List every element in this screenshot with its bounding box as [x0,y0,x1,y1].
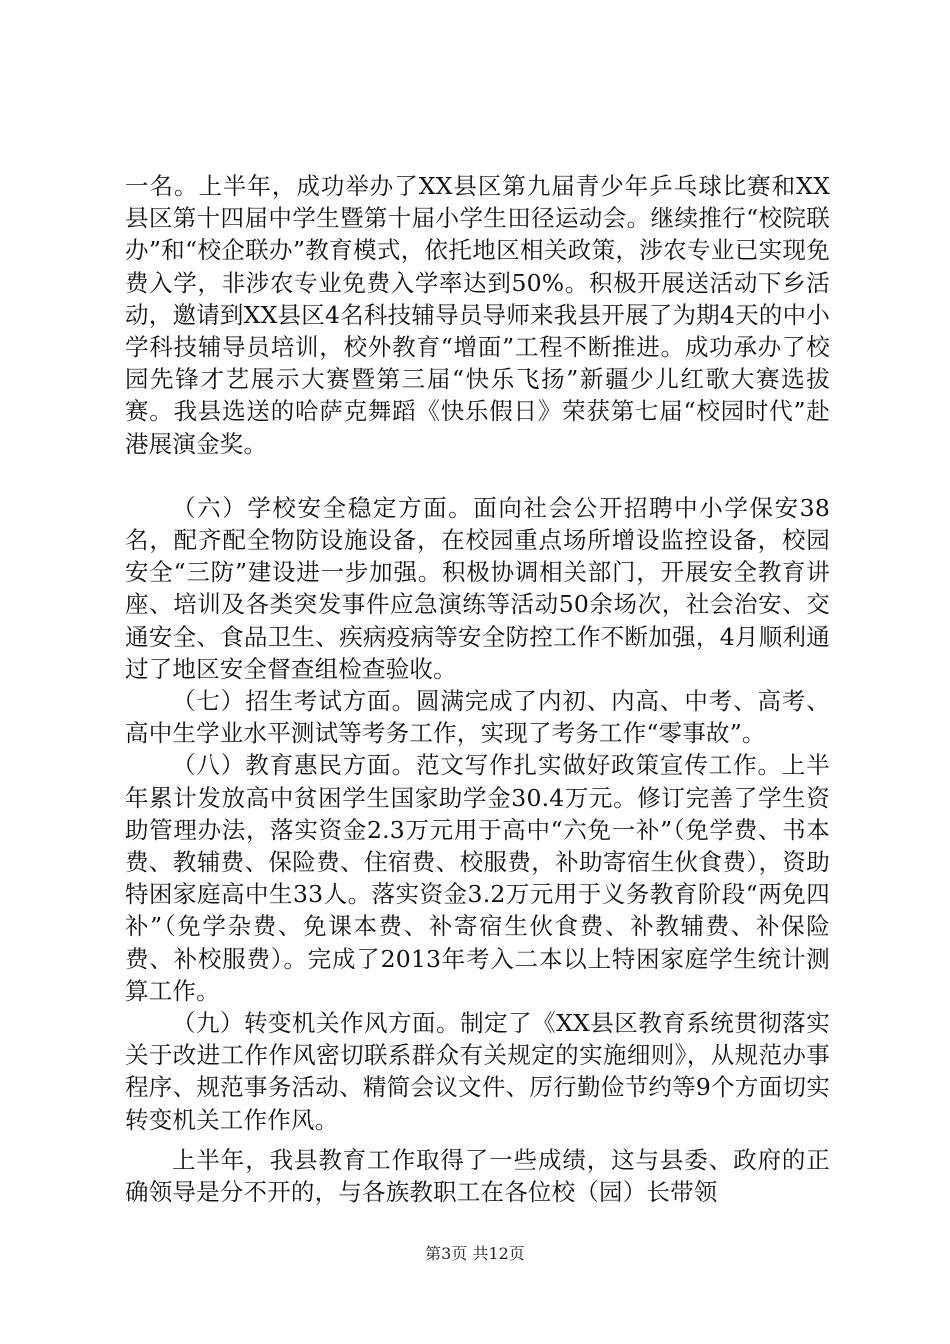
paragraph-continuation: 一名。上半年，成功举办了XX县区第九届青少年乒乓球比赛和XX县区第十四届中学生暨第十届小学生田径运动会。继续推行“校院联办”和“校企联办”教育模式，依托地区相关政策，涉农专业已实现免费入学，非涉农专业免费入学率达到50%。积极开展送活动下乡活动，邀请到XX县区4名科技辅导员导师来我县开展了为期4天的中小学科技辅导员培训，校外教育“增面”工程不断推进。成功承办了校园先锋才艺展示大赛暨第三届“快乐飞扬”新疆少儿红歌大赛选拔赛。我县选送的哈萨克舞蹈《快乐假日》荣获第七届“校园时代”赴港展演金奖。 [125,172,830,458]
paragraph-education-benefits: （八）教育惠民方面。范文写作扎实做好政策宣传工作。上半年累计发放高中贫困学生国家助学金30.4万元。修订完善了学生资助管理办法，落实资金2.3万元用于高中“六免一补”（免学费、书本费、教辅费、保险费、住宿费、校服费，补助寄宿生伙食费），资助特困家庭高中生33人。落实资金3.2万元用于义务教育阶段“两免四补”（免学杂费、免课本费、补寄宿生伙食费、补教辅费、补保险费、补校服费）。完成了2013年考入二本以上特困家庭学生统计测算工作。 [125,751,830,1005]
paragraph-summary: 上半年，我县教育工作取得了一些成绩，这与县委、政府的正确领导是分不开的，与各族教职工在各位校（园）长带领 [125,1145,830,1207]
paragraph-enrollment-exams: （七）招生考试方面。圆满完成了内初、内高、中考、高考、高中生学业水平测试等考务工作，实现了考务工作“零事故”。 [125,687,830,748]
paragraph-school-safety: （六）学校安全稳定方面。面向社会公开招聘中小学保安38名，配齐配全物防设施设备，在校园重点场所增设监控设备，校园安全“三防”建设进一步加强。积极协调相关部门，开展安全教育讲座、培训及各类突发事件应急演练等活动50余场次，社会治安、交通安全、食品卫生、疾病疫病等安全防控工作不断加强，4月顺利通过了地区安全督查组检查验收。 [125,493,830,683]
document-body [125,170,830,1208]
page-number-footer: 第3页 共12页 [425,1244,525,1263]
paragraph-work-style: （九）转变机关作风方面。制定了《XX县区教育系统贯彻落实关于改进工作作风密切联系群众有关规定的实施细则》，从规范办事程序、规范事务活动、精简会议文件、厉行勤俭节约等9个方面切实转变机关工作作风。 [125,1009,830,1134]
